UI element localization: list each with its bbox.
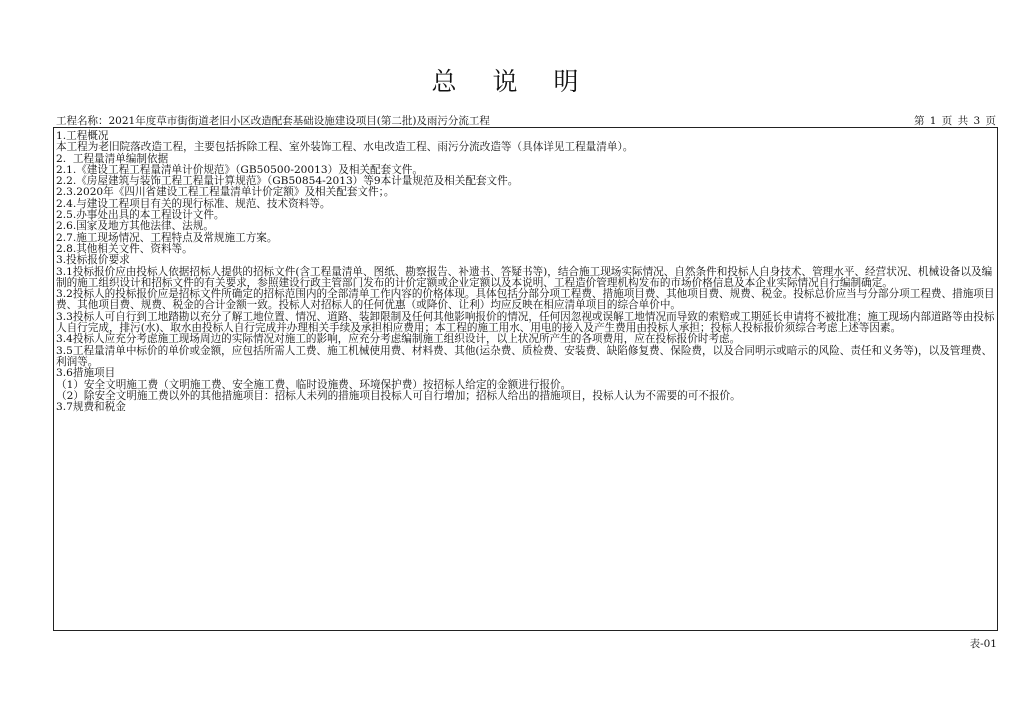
text-line: 2.4.与建设工程项目有关的现行标准、规范、技术资料等。 (56, 197, 331, 210)
text-line: 2.8.其他相关文件、资料等。 (56, 242, 193, 255)
text-line: 3.3投标人可自行到工地踏勘以充分了解工地位置、情况、道路、装卸限制及任何其他影响报价的情况，任何因忽视或误解工地情况而导致的索赔或工期延长申请将不被批准；施工现场内部道路等由投标人自行完成，排污(水)、取水由投标人自行完成并办理相关手续及承担相应费用；本工程的施工用水、用电的接入及产生费用由投标人承担；投标人投标报价须综合考虑上述等因素。 (56, 310, 995, 335)
text-line: 2.6.国家及地方其他法律、法规。 (56, 220, 214, 233)
text-line: 2.2.《房屋建筑与装饰工程工程量计算规范》（GB50854-2013）等9本计量规范及相关配套文件。 (56, 175, 519, 188)
text-line: （2）除安全文明施工费以外的其他措施项目：招标人未列的措施项目投标人可自行增加；招标人给出的措施项目，投标人认为不需要的可不报价。 (56, 389, 741, 402)
text-line: 2. 工程量清单编制依据 (56, 152, 169, 165)
text-line: 2.3.2020年《四川省建设工程工程量清单计价定额》及相关配套文件；。 (56, 186, 395, 199)
page-number: 第 1 页 共 3 页 (913, 115, 997, 127)
text-line: 3.6措施项目 (56, 367, 116, 380)
text-line: （1）安全文明施工费（文明施工费、安全施工费、临时设施费、环境保护费）按招标人给定的金额进行报价。 (56, 378, 572, 391)
text-line: 3.投标报价要求 (56, 254, 130, 267)
project-name: 工程名称：2021年度草市街街道老旧小区改造配套基础设施建设项目(第二批)及雨污分流工程 (56, 115, 490, 127)
text-line: 本工程为老旧院落改造工程，主要包括拆除工程、室外装饰工程、水电改造工程、雨污分流改造等（具体详见工程量清单）。 (56, 141, 634, 154)
text-line: 3.1投标报价应由投标人依据招标人提供的招标文件(含工程量清单、图纸、勘察报告、补遗书、答疑书等)，结合施工现场实际情况、自然条件和投标人自身技术、管理水平、经营状况、机械设备以及编制的施工组织设计和招标文件的有关要求，参照建设行政主管部门发布的计价定额或企业定额以及本说明、工程造价管理机构发布的市场价格信息及本企业实际情况自行编制确定。 (56, 265, 993, 289)
text-line: 2.7.施工现场情况、工程特点及常规施工方案。 (56, 231, 278, 244)
text-line: 3.2投标人的投标报价应是招标文件所确定的招标范围内的全部清单工作内容的价格体现。具体包括分部分项工程费、措施项目费、其他项目费、规费、税金。投标总价应当与分部分项工程费、措施项目费、其他项目费、规费、税金的合计金额一致。投标人对招标人的任何优惠（或降价、让利）均应反映在相应清单项目的综合单价中。 (56, 288, 995, 312)
text-line: 3.7规费和税金 (56, 401, 126, 414)
text-line: 3.5工程量清单中标价的单价或金额，应包括所需人工费、施工机械使用费、材料费、其他(运杂费、质检费、安装费、缺陷修复费、保险费，以及合同明示或暗示的风险、责任和义务等)，以及管理费、利润等。 (56, 344, 993, 368)
text-line: 2.5.办事处出具的本工程设计文件。 (56, 209, 225, 222)
document-title: 总 说 明 (431, 67, 593, 96)
text-line: 3.4投标人应充分考虑施工现场周边的实际情况对施工的影响，应充分考虑编制施工组织设计，以上状况所产生的各项费用，应在投标报价时考虑。 (56, 333, 741, 346)
text-line: 2.1.《建设工程工程量清单计价规范》（GB50500-20013）及相关配套文件。 (56, 163, 423, 176)
form-code: 表-01 (969, 638, 997, 650)
text-line: 1.工程概况 (56, 130, 109, 142)
description-body (56, 131, 996, 413)
